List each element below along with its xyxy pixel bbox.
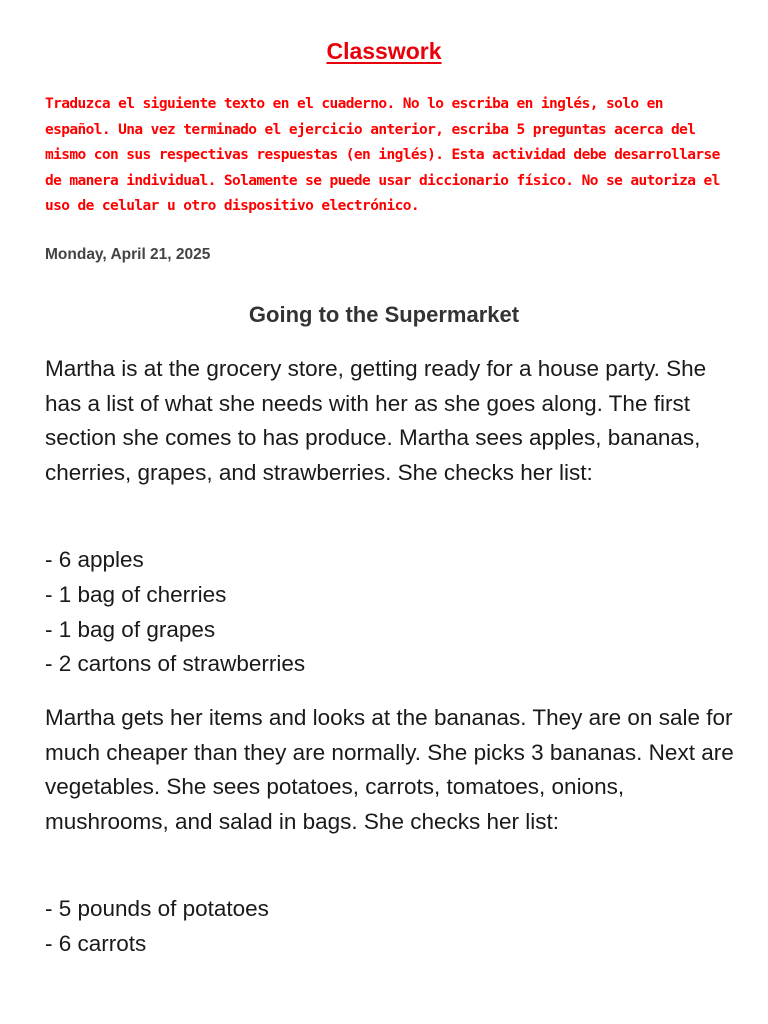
- date-line: Monday, April 21, 2025: [45, 246, 211, 263]
- shopping-list-2: [45, 892, 735, 962]
- page-title: Classwork: [326, 38, 442, 64]
- story-paragraph-1: Martha is at the grocery store, getting ready for a house party. She has a list of what she needs with her as she goes along. The first section she comes to has produce. Martha sees apples, bananas, cherries, grapes, and strawberries. She checks her list:: [45, 356, 707, 485]
- list-item: - 6 carrots: [45, 930, 147, 956]
- shopping-list-1: [45, 543, 735, 682]
- story-paragraph-2: Martha gets her items and looks at the bananas. They are on sale for much cheaper than they are normally. She picks 3 bananas. Next are vegetables. She sees potatoes, carrots, tomatoes, onions, mushrooms, and salad in bags. She checks her list:: [45, 705, 734, 834]
- list-item: - 5 pounds of potatoes: [45, 896, 269, 921]
- list-item: - 1 bag of grapes: [45, 616, 216, 642]
- list-item: - 1 bag of cherries: [45, 581, 227, 607]
- list-item: - 2 cartons of strawberries: [45, 651, 306, 677]
- story-title: Going to the Supermarket: [248, 302, 520, 327]
- list-item: - 6 apples: [45, 547, 144, 572]
- instructions-text: Traduzca el siguiente texto en el cuaderno. No lo escriba en inglés, solo en español. Una vez terminado el ejercicio anterior, escriba 5 preguntas acerca del mismo con sus respectivas respuestas (en inglés). Esta actividad debe desarrollarse de manera individual. Solamente se puede usar diccionario físico. No se autoriza el uso de celular u otro dispositivo electrónico.: [45, 96, 720, 214]
